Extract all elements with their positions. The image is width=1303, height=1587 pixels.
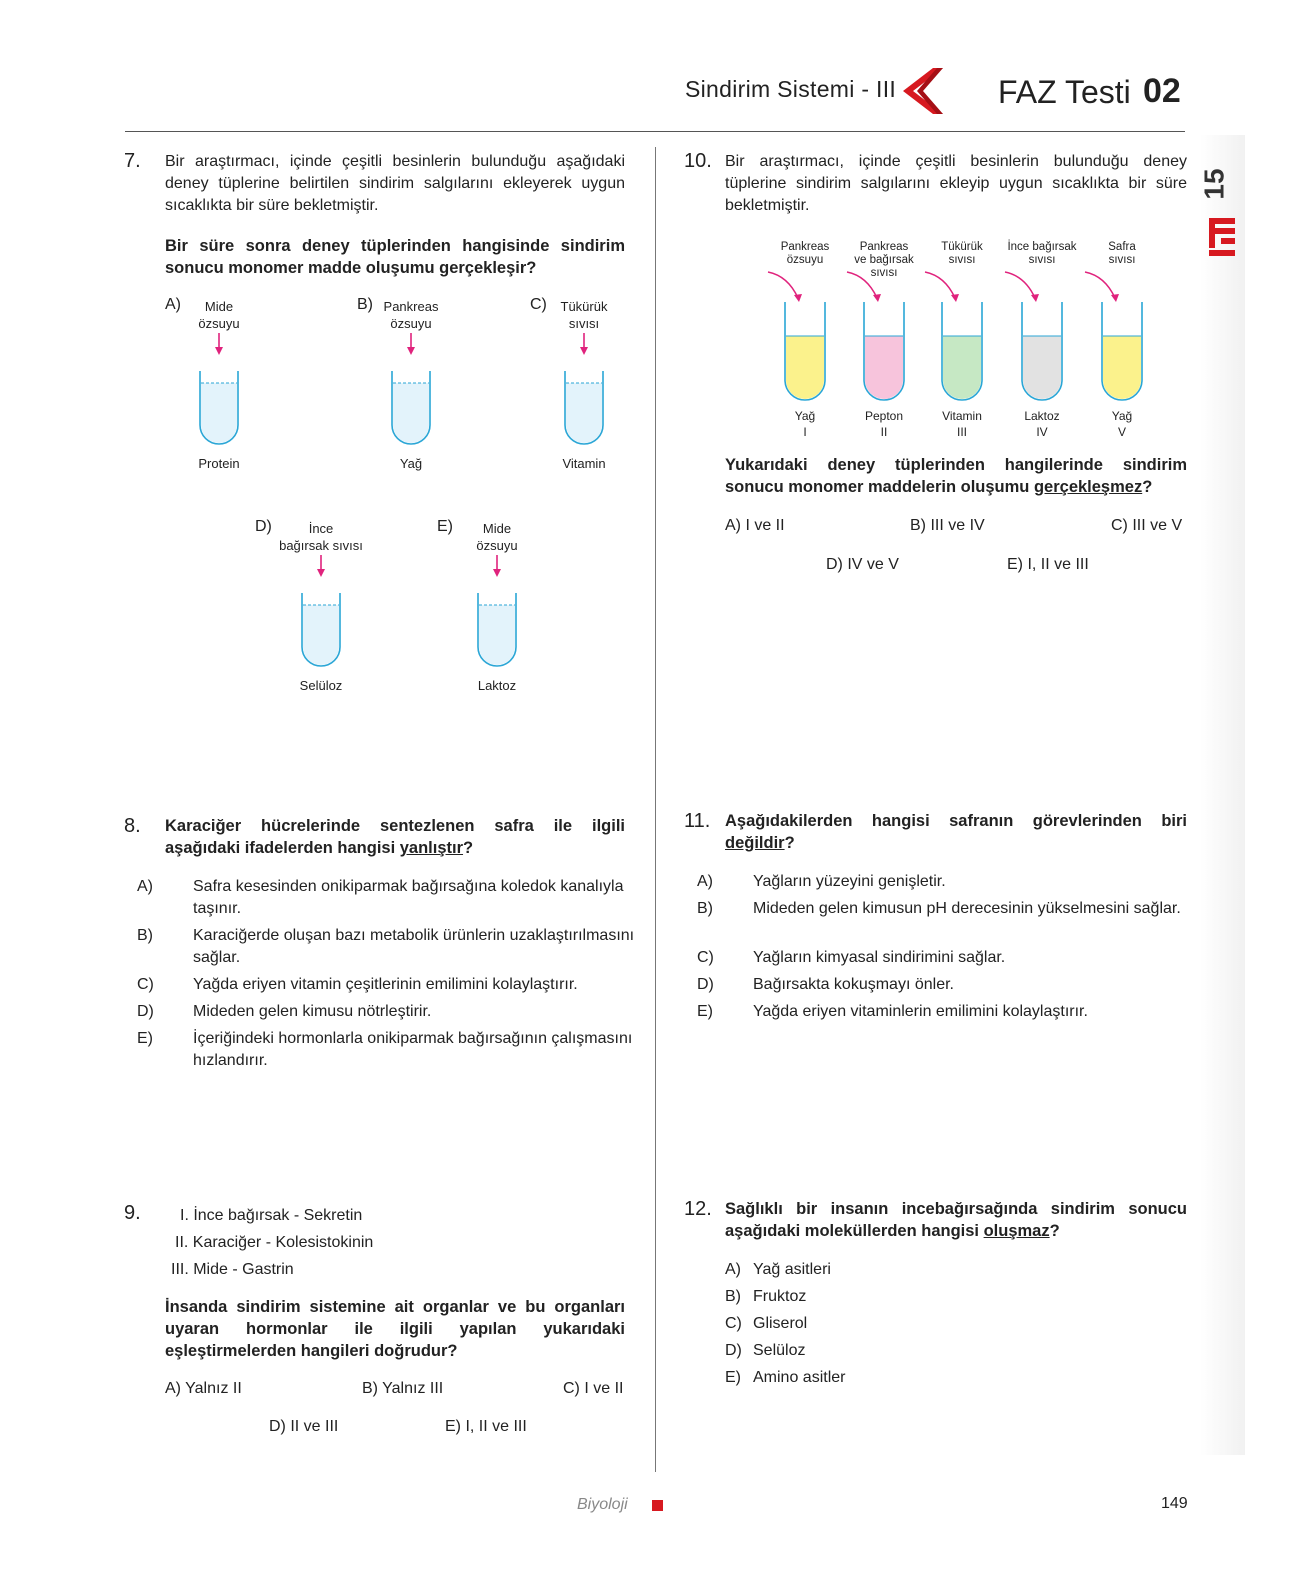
q7-option-letter[interactable]: C) [530,296,547,313]
q10-tube-content: Yağ [1111,409,1133,423]
footer-subject: Biyoloji [577,1496,628,1513]
q7-secretion-label: bağırsak sıvısı [279,538,363,553]
q7-option-letter[interactable]: E) [437,518,453,535]
q10-option-b[interactable]: B) III ve IV [910,517,985,534]
q11-option-b[interactable]: B) Mideden gelen kimusun pH derecesinin yükselmesini sağlar. [697,900,1181,917]
test-tube-icon [760,268,830,404]
test-tube-icon [381,333,441,451]
q10-tube-roman: V [1117,425,1126,439]
q10-option-d[interactable]: D) IV ve V [826,556,899,573]
q10-tube-roman: II [880,425,888,439]
q7-secretion-label: Mide [482,521,512,536]
q9-question: İnsanda sindirim sistemine ait organlar ve bu organları uyaran hormonlar ile ilgili yapılan yukarıdaki eşleştirmelerden hangileri doğrudur? [165,1298,625,1360]
q12-option-e[interactable]: E) Amino asitler [725,1369,846,1386]
q8-option-b[interactable]: B) Karaciğerde oluşan bazı metabolik ürünlerin uzaklaştırılmasını sağlar. [137,927,635,966]
test-tube-icon [291,555,351,673]
q7-tube-content: Yağ [399,456,423,471]
faz-logo-icon [1198,150,1243,260]
test-tube-icon [189,333,249,451]
q10-tube-content: Yağ [794,409,816,423]
q11-number: 11. [684,810,711,832]
test-tube-icon [917,268,987,404]
q7-option-letter[interactable]: A) [165,296,181,313]
q9-item-3: III. Mide - Gastrin [171,1261,294,1278]
q10-secretion-label: Safra sıvısı [1108,241,1136,266]
q12-option-b[interactable]: B) Fruktoz [725,1288,807,1305]
chapter-subtitle: Sindirim Sistemi - III [685,76,897,102]
test-tube-icon [467,555,527,673]
q7-tube-content: Vitamin [562,456,606,471]
q10-number: 10. [684,150,712,172]
q9-number: 9. [124,1202,141,1224]
q7-secretion-label: Tükürük [560,299,608,314]
q10-tube-content: Vitamin [942,409,982,423]
page-number: 149 [1161,1495,1188,1512]
test-tube-icon [554,333,614,451]
q7-secretion-label: özsuyu [476,538,518,553]
test-tube-icon [997,268,1067,404]
q9-item-2: II. Karaciğer - Kolesistokinin [175,1234,374,1251]
q7-option-letter[interactable]: B) [357,296,373,313]
q12-question: Sağlıklı bir insanın incebağırsağında sindirim sonucu aşağıdaki moleküllerden hangisi oluşmaz? [725,1200,1187,1240]
q12-option-c[interactable]: C) Gliserol [725,1315,808,1332]
q7-secretion-label: Pankreas [383,299,439,314]
q8-number: 8. [124,815,141,837]
q7-secretion-label: Mide [204,299,234,314]
q7-number: 7. [124,150,141,172]
q7-text: Bir araştırmacı, içinde çeşitli besinlerin bulunduğu aşağıdaki deney tüplerine belirtilen sindirim salgılarını ekleyerek uygun sıcaklıkta bir süre bekletmiştir. [165,153,625,214]
q12-number: 12. [684,1198,712,1220]
footer-square-icon [652,1500,663,1511]
column-divider [655,147,656,1472]
q7-secretion-label: özsuyu [198,316,240,331]
q10-option-e[interactable]: E) I, II ve III [1007,556,1089,573]
q7-tube-content: Selüloz [299,678,343,693]
q10-secretion-label: İnce bağırsak sıvısı [1007,241,1077,266]
q8-option-d[interactable]: D) Mideden gelen kimusu nötrleştirir. [137,1003,432,1020]
q8-option-c[interactable]: C) Yağda eriyen vitamin çeşitlerinin emilimini kolaylaştırır. [137,976,578,993]
q8-option-e[interactable]: E) İçeriğindeki hormonlarla onikiparmak bağırsağının çalışmasını hızlandırır. [137,1030,633,1069]
q11-option-e[interactable]: E) Yağda eriyen vitaminlerin emilimini kolaylaştırır. [697,1003,1088,1020]
q10-tube-roman: IV [1036,425,1048,439]
q9-item-1: I. İnce bağırsak - Sekretin [180,1207,363,1224]
q7-tube-content: Laktoz [477,678,517,693]
phase-number: 15 [1198,168,1230,200]
q7-secretion-label: İnce [308,521,334,536]
q10-tube-content: Laktoz [1024,409,1060,423]
test-tube-icon [839,268,909,404]
q12-option-d[interactable]: D) Selüloz [725,1342,806,1359]
q9-option-a[interactable]: A) Yalnız II [165,1380,242,1397]
q12-option-a[interactable]: A) Yağ asitleri [725,1261,831,1278]
q10-secretion-label: Tükürük sıvısı [941,241,983,266]
q10-text: Bir araştırmacı, içinde çeşitli besinlerin bulunduğu deney tüplerine sindirim salgılarını ekleyip uygun sıcaklıkta bir süre bekletmiştir. [725,153,1187,214]
q7-tube-content: Protein [198,456,240,471]
test-title: FAZ Testi [998,74,1131,110]
q9-option-b[interactable]: B) Yalnız III [362,1380,444,1397]
q10-question: Yukarıdaki deney tüplerinden hangilerinde sindirim sonucu monomer maddelerin oluşumu gerçekleşmez? [725,456,1187,496]
q11-option-c[interactable]: C) Yağların kimyasal sindirimini sağlar. [697,949,1006,966]
q11-option-d[interactable]: D) Bağırsakta kokuşmayı önler. [697,976,954,993]
q10-tube-content: Pepton [864,409,904,423]
test-tube-icon [1077,268,1147,404]
q11-question: Aşağıdakilerden hangisi safranın görevlerinden biri değildir? [725,812,1187,852]
q8-question: Karaciğer hücrelerinde sentezlenen safra ile ilgili aşağıdaki ifadelerden hangisi yanlıştır? [165,817,625,857]
chevron-left-icon [903,66,949,116]
side-strip [1200,135,1245,1455]
q10-tube-roman: I [803,425,807,439]
q7-option-letter[interactable]: D) [255,518,272,535]
q9-option-c[interactable]: C) I ve II [563,1380,624,1397]
q7-question: Bir süre sonra deney tüplerinden hangisinde sindirim sonucu monomer madde oluşumu gerçekleşir? [165,237,625,277]
q7-secretion-label: özsuyu [390,316,432,331]
q9-option-d[interactable]: D) II ve III [269,1418,339,1435]
q10-option-c[interactable]: C) III ve V [1111,517,1183,534]
header-divider [125,131,1185,132]
q10-tube-roman: III [956,425,967,439]
q10-secretion-label: Pankreas özsuyu [780,241,830,266]
q8-option-a[interactable]: A) Safra kesesinden onikiparmak bağırsağına koledok kanalıyla taşınır. [137,878,624,917]
q10-secretion-label: Pankreas ve bağırsak sıvısı [854,241,914,279]
q10-option-a[interactable]: A) I ve II [725,517,785,534]
q7-secretion-label: sıvısı [568,316,600,331]
test-number: 02 [1143,72,1181,110]
q11-option-a[interactable]: A) Yağların yüzeyini genişletir. [697,873,946,890]
q9-option-e[interactable]: E) I, II ve III [445,1418,527,1435]
